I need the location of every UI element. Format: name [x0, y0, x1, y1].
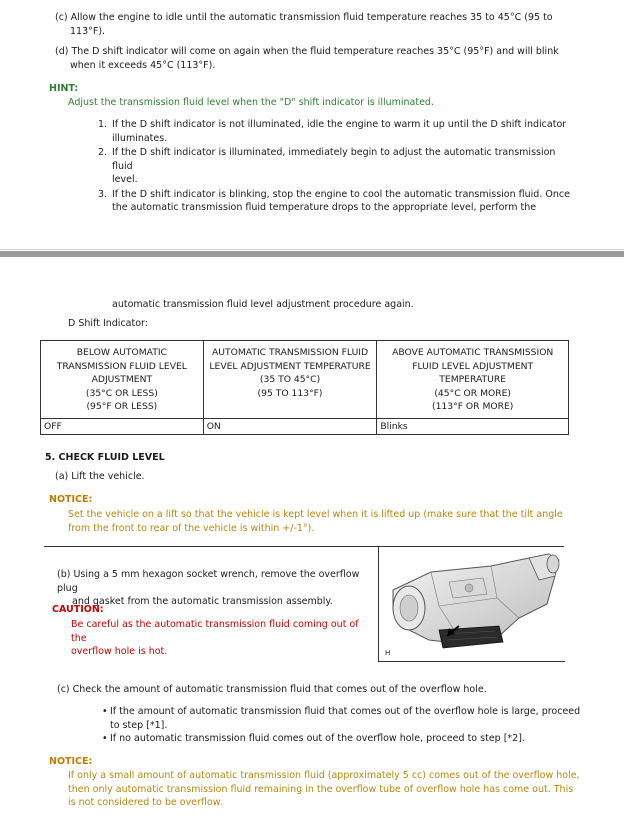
step-b-overflow-plug — [57, 568, 379, 609]
notice2-line: If only a small amount of automatic transmission fluid (approximately 5 cc) comes out of the overflow hole, — [68, 770, 580, 781]
notice2-line: is not considered to be overflow. — [68, 797, 223, 808]
d-shift-indicator-table — [40, 340, 569, 435]
value-off: OFF — [41, 418, 204, 435]
header-above-adjustment — [377, 341, 569, 419]
notice2-text — [68, 769, 613, 810]
hint-item-3 — [98, 188, 578, 215]
notice2-line: then only automatic transmission fluid remaining in the overflow tube of overflow hole has come out. This — [68, 783, 574, 795]
figure-tag: H — [385, 649, 391, 657]
header-below-adjustment — [41, 341, 204, 419]
bullet-line: If no automatic transmission fluid comes out of the overflow hole, proceed to step [*2]. — [110, 733, 525, 744]
hint-item-number: 3. — [98, 188, 108, 200]
hint-item-line: If the D shift indicator is not illuminated, idle the engine to warm it up until the D shift indicator — [112, 119, 567, 130]
header-line: ADJUSTMENT — [91, 374, 153, 385]
header-line: (113°F OR MORE) — [431, 401, 514, 412]
header-line: FLUID LEVEL ADJUSTMENT — [412, 360, 534, 372]
step-c-line1: (c) Allow the engine to idle until the automatic transmission fluid temperature reaches 35 to 45°C (95 to — [55, 12, 553, 23]
step-c-check-amount: (c) Check the amount of automatic transmission fluid that comes out of the overflow hole. — [57, 684, 487, 695]
header-line: TEMPERATURE — [439, 374, 507, 385]
caution-line: overflow hole is hot. — [71, 646, 168, 657]
bullet-item-large-amount — [102, 705, 582, 732]
hint-item-line: illuminates. — [112, 132, 168, 144]
transmission-assembly-illustration — [379, 546, 565, 661]
value-blinks: Blinks — [377, 418, 569, 435]
bullet-line: to step [*1]. — [110, 719, 168, 731]
header-line: (45°C OR MORE) — [434, 387, 512, 399]
step-b-line: (b) Using a 5 mm hexagon socket wrench, remove the overflow plug — [57, 569, 360, 594]
hint-item-1 — [98, 118, 578, 145]
notice1-text — [68, 508, 608, 535]
caution-text — [71, 618, 377, 659]
header-line: TRANSMISSION FLUID LEVEL — [56, 360, 187, 372]
step-a-lift: (a) Lift the vehicle. — [55, 471, 145, 482]
value-on: ON — [203, 418, 377, 435]
notice1-line: Set the vehicle on a lift so that the vehicle is kept level when it is lifted up (make sure that the tilt angle — [68, 509, 563, 520]
caution-line: Be careful as the automatic transmission fluid coming out of the — [71, 619, 359, 644]
notice1-line: from the front to rear of the vehicle is within +/-1°). — [68, 522, 315, 534]
bullet-line: If the amount of automatic transmission fluid that comes out of the overflow hole is large, proceed — [110, 706, 581, 717]
header-line: ABOVE AUTOMATIC TRANSMISSION — [392, 347, 554, 358]
step-c-line2: 113°F). — [70, 25, 106, 37]
bullet-item-no-fluid — [102, 732, 582, 746]
hint-continued: automatic transmission fluid level adjustment procedure again. — [112, 299, 414, 310]
header-line: (95 TO 113°F) — [257, 387, 323, 399]
step-c-bullets — [102, 705, 582, 746]
notice2-label: NOTICE: — [49, 756, 93, 767]
hint-item-number: 2. — [98, 147, 108, 158]
header-line: BELOW AUTOMATIC — [76, 347, 167, 358]
caution-label: CAUTION: — [52, 604, 104, 615]
page-edge-top — [0, 249, 624, 250]
hint-item-line: If the D shift indicator is illuminated, immediately begin to adjust the automatic transmission fluid — [112, 147, 556, 172]
header-adjustment-temperature — [203, 341, 377, 419]
hint-item-line: If the D shift indicator is blinking, stop the engine to cool the automatic transmission fluid. Once — [112, 188, 570, 200]
section-title: 5. CHECK FLUID LEVEL — [45, 452, 165, 463]
hint-text: Adjust the transmission fluid level when the "D" shift indicator is illuminated. — [68, 97, 434, 108]
header-line: AUTOMATIC TRANSMISSION FLUID — [211, 347, 369, 358]
step-d-indicator — [55, 45, 615, 72]
table-header-row — [41, 341, 569, 419]
hint-label: HINT: — [49, 83, 79, 94]
header-line: LEVEL ADJUSTMENT TEMPERATURE — [209, 360, 371, 372]
hint-list — [98, 118, 578, 216]
hint-item-line: level. — [112, 174, 138, 185]
step-b-line: and gasket from the automatic transmission assembly. — [72, 596, 333, 607]
header-line: (95°F OR LESS) — [86, 401, 158, 412]
header-line: (35 TO 45°C) — [259, 374, 321, 385]
table-value-row — [41, 418, 569, 435]
figure-frame — [378, 546, 565, 662]
step-d-line1: (d) The D shift indicator will come on again when the fluid temperature reaches 35°C (95°F) and will blink — [55, 46, 559, 57]
hint-item-2 — [98, 146, 578, 187]
hint-item-line: the automatic transmission fluid temperature drops to the appropriate level, perform the — [112, 202, 537, 213]
page-break — [0, 251, 624, 257]
notice1-label: NOTICE: — [49, 494, 93, 505]
header-line: (35°C OR LESS) — [85, 387, 158, 399]
step-c-idle — [55, 11, 615, 38]
step-d-line2: when it exceeds 45°C (113°F). — [70, 59, 216, 71]
table-caption: D Shift Indicator: — [68, 318, 148, 329]
hint-item-number: 1. — [98, 119, 108, 130]
